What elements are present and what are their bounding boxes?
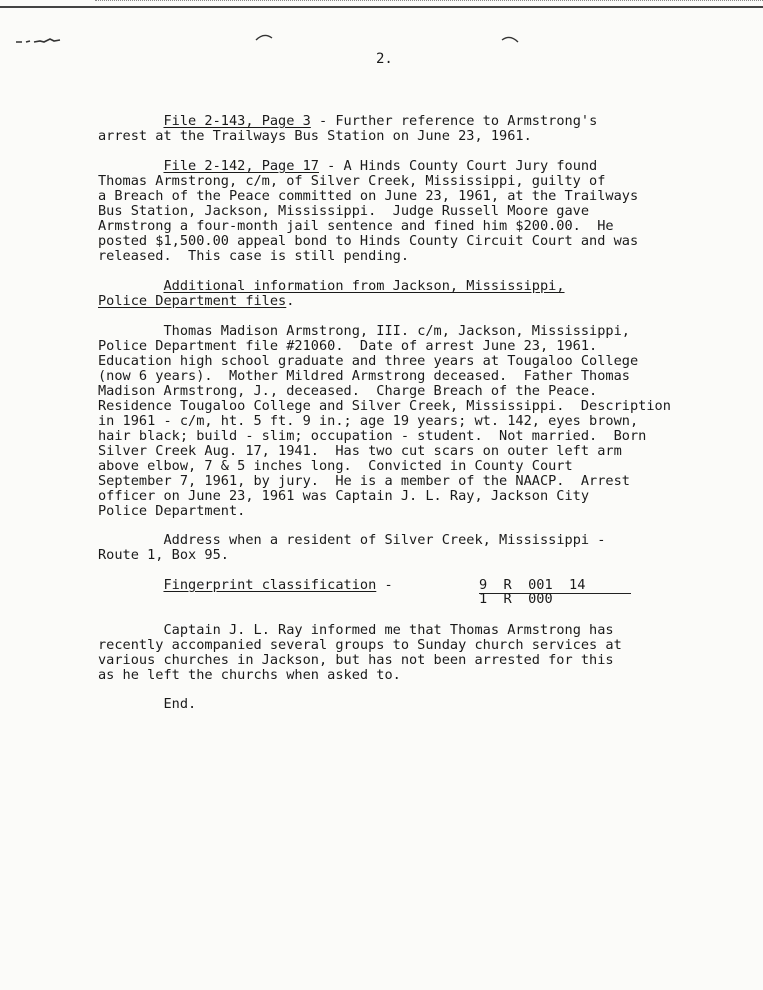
line-text: officer on June 23, 1961 was Captain J. L. Ray, Jackson City [98, 488, 590, 504]
line-indent [98, 696, 163, 712]
line-text: in 1961 - c/m, ht. 5 ft. 9 in.; age 19 years; wt. 142, eyes brown, [98, 413, 639, 429]
line-text: September 7, 1961, by jury. He is a member of the NAACP. Arrest [98, 473, 630, 489]
line-text: Route 1, Box 95. [98, 547, 229, 563]
text-line [98, 474, 630, 489]
line-text: Armstrong a four-month jail sentence and fined him $200.00. He [98, 218, 614, 234]
text-line [98, 399, 671, 414]
line-indent [98, 278, 163, 294]
underlined-text: Police Department files [98, 293, 287, 309]
text-line [98, 697, 196, 712]
text-line [98, 204, 589, 219]
text-line [98, 339, 597, 354]
text-line [98, 324, 630, 339]
text-line [98, 369, 630, 384]
text-line [98, 444, 622, 459]
line-text: posted $1,500.00 appeal bond to Hinds County Circuit Court and was [98, 233, 639, 249]
text-line [98, 489, 589, 504]
line-text: - A Hinds County Court Jury found [318, 158, 598, 174]
line-text: Police Department. [98, 503, 246, 519]
text-line [98, 548, 229, 563]
line-text: Thomas Madison Armstrong, III. c/m, Jackson, Mississippi, [163, 323, 630, 339]
text-line [98, 668, 401, 683]
line-text: arrest at the Trailways Bus Station on June 23, 1961. [98, 128, 532, 144]
line-text: a Breach of the Peace committed on June 23, 1961, at the Trailways [98, 188, 639, 204]
text-line [98, 414, 638, 429]
text-line [98, 504, 245, 519]
line-text: (now 6 years). Mother Mildred Armstrong deceased. Father Thomas [98, 368, 630, 384]
fingerprint-denominator: 1 R 000 [479, 591, 553, 607]
line-text: Address when a resident of Silver Creek, Mississippi - [163, 532, 606, 548]
line-text: Education high school graduate and three years at Tougaloo College [98, 353, 639, 369]
line-text: as he left the churchs when asked to. [98, 667, 401, 683]
line-indent [98, 532, 163, 548]
line-text: Police Department file #21060. Date of arrest June 23, 1961. [98, 338, 598, 354]
line-indent [98, 323, 163, 339]
text-line [98, 578, 393, 593]
text-line [98, 384, 597, 399]
line-text: various churches in Jackson, but has not been arrested for this [98, 652, 614, 668]
underlined-text: File 2-142, Page 17 [163, 158, 319, 174]
text-line [98, 294, 294, 309]
line-indent [98, 158, 163, 174]
text-line [98, 234, 638, 249]
text-line [98, 459, 573, 474]
underlined-text: Fingerprint classification [163, 577, 377, 593]
text-line [98, 114, 597, 129]
line-text: - Further reference to Armstrong's [310, 113, 598, 129]
line-text: recently accompanied several groups to Sunday church services at [98, 637, 622, 653]
line-text: released. This case is still pending. [98, 248, 409, 264]
underlined-text: Additional information from Jackson, Mississippi, [163, 278, 565, 294]
line-text: Bus Station, Jackson, Mississippi. Judge Russell Moore gave [98, 203, 590, 219]
line-text: Captain J. L. Ray informed me that Thomas Armstrong has [163, 622, 614, 638]
line-text: Residence Tougaloo College and Silver Creek, Mississippi. Description [98, 398, 671, 414]
line-text: Madison Armstrong, J., deceased. Charge Breach of the Peace. [98, 383, 598, 399]
text-line [98, 174, 605, 189]
text-line [98, 129, 532, 144]
text-line [98, 159, 597, 174]
text-line [98, 279, 565, 294]
line-text: . [286, 293, 295, 309]
text-line [98, 219, 614, 234]
text-line [98, 354, 638, 369]
page-number: 2. [376, 51, 393, 67]
line-text: Thomas Armstrong, c/m, of Silver Creek, Mississippi, guilty of [98, 173, 606, 189]
text-line [98, 189, 638, 204]
line-text: Silver Creek Aug. 17, 1941. Has two cut scars on outer left arm [98, 443, 622, 459]
line-text: hair black; build - slim; occupation - student. Not married. Born [98, 428, 647, 444]
line-text: - [376, 577, 393, 593]
fingerprint-classification [479, 578, 629, 653]
line-indent [98, 113, 163, 129]
text-line [98, 249, 409, 264]
text-line [98, 653, 614, 668]
text-line [98, 429, 646, 444]
underlined-text: File 2-143, Page 3 [163, 113, 311, 129]
line-indent [98, 577, 163, 593]
line-indent [98, 622, 163, 638]
line-text: End. [163, 696, 197, 712]
fingerprint-numerator: 9 R 001 14 [479, 577, 586, 593]
line-text: above elbow, 7 & 5 inches long. Convicted in County Court [98, 458, 573, 474]
text-line [98, 533, 605, 548]
